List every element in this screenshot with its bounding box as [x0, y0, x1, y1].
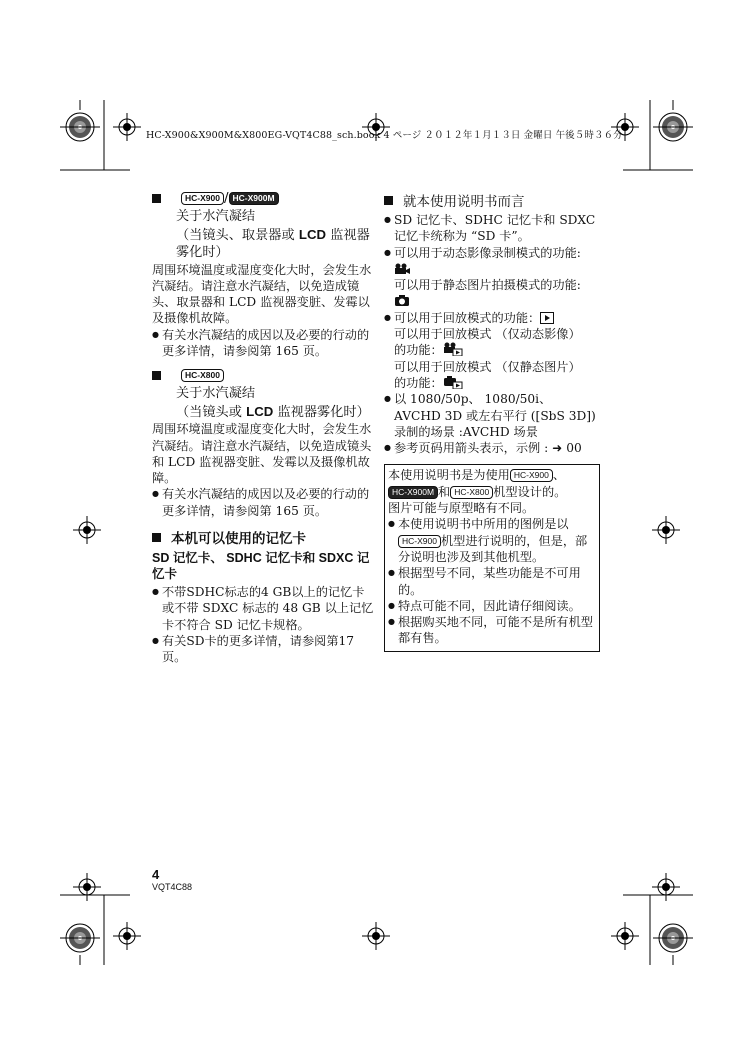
- slash: /: [223, 190, 229, 206]
- list-item: ● 可以用于动态影像录制模式的功能: 可以用于静态图片拍摄模式的功能:: [384, 245, 600, 310]
- condensation-title: 关于水汽凝结: [176, 386, 256, 402]
- section-heading: 就本使用说明书而言: [384, 190, 600, 210]
- page-footer: [152, 868, 192, 893]
- section-square-icon: [384, 196, 393, 205]
- condensation-title: 关于水汽凝结: [176, 209, 256, 224]
- page-number: 4: [152, 867, 160, 882]
- notice-box: [384, 464, 600, 651]
- model-tag: HC-X900: [181, 192, 224, 205]
- section-square-icon: [152, 194, 161, 203]
- section-square-icon: [152, 533, 161, 542]
- right-column: [384, 190, 600, 652]
- list-item: ● 有关SD卡的更多详情，请参阅第17页。: [152, 633, 374, 666]
- model-tag: HC-X800: [181, 369, 224, 382]
- list-item: ● 本使用说明书中所用的图例是以HC-X900 机型进行说明的，但是，部分说明也涉及到其他机型。: [388, 516, 596, 565]
- condensation-subtitle: （当镜头或 LCD 监视器雾化时）: [176, 403, 370, 420]
- condensation-body: 周围环境温度或湿度变化大时，会发生水汽凝结。请注意水汽凝结，以免造成镜头、取景器和 LCD 监视器变脏、发霉以及摄像机故障。: [152, 262, 372, 326]
- list-item: ● 不带SDHC标志的4 GB以上的记忆卡或不带 SDXC 标志的 48 GB 以上记忆卡不符合 SD 记忆卡规格。: [152, 584, 374, 633]
- print-header: HC-X900&X900M&X800EG-VQT4C88_sch.book 4 ページ ２０１２年１月１３日 金曜日 午後５時３６分: [146, 130, 623, 141]
- model-tag: HC-X900: [510, 469, 553, 482]
- list-item: ● 根据型号不同，某些功能是不可用的。: [388, 565, 596, 598]
- list-item: ● 有关水汽凝结的成因以及必要的行动的更多详情，请参阅第 165 页。: [152, 486, 374, 519]
- list-item: ● 根据购买地不同，可能不是所有机型都有售。: [388, 614, 596, 647]
- list-item: ● 参考页码用箭头表示，示例 : ➜ 00: [384, 440, 600, 456]
- model-tag: HC-X900M: [229, 192, 279, 205]
- model-heading-2: [152, 367, 374, 383]
- list-item: ● 以 1080/50p、 1080/50i、 AVCHD 3D 或左右平行 ([SbS 3D]) 录制的场景 :AVCHD 场景: [384, 391, 600, 440]
- model-tag: HC-X800: [450, 486, 493, 499]
- photo-playback-icon: [443, 375, 463, 389]
- movie-playback-icon: [443, 342, 463, 356]
- list-item: ● 有关水汽凝结的成因以及必要的行动的更多详情，请参阅第 165 页。: [152, 327, 374, 360]
- section-square-icon: [152, 371, 161, 380]
- list-item: ● SD 记忆卡、SDHC 记忆卡和 SDXC 记忆卡统称为 “SD 卡”。: [384, 212, 600, 245]
- camera-mode-icon: [394, 294, 410, 307]
- list-item: ● 特点可能不同，因此请仔细阅读。: [388, 598, 596, 614]
- section-heading: 本机可以使用的记忆卡: [152, 527, 374, 547]
- list-item: ● 可以用于回放模式的功能： 可以用于回放模式 （仅动态影像） 的功能： 可以用于回放模式 （仅静态图片） 的功能：: [384, 310, 600, 391]
- model-tag: HC-X900: [398, 535, 441, 548]
- notice-intro: 本使用说明书是为使用 HC-X900 、 HC-X900M 和 HC-X800 机型设计的。: [388, 468, 567, 499]
- movie-mode-icon: [394, 263, 410, 275]
- condensation-body: 周围环境温度或湿度变化大时，会发生水汽凝结。请注意水汽凝结，以免造成镜头和 LCD 监视器变脏、发霉以及摄像机故障。: [152, 422, 372, 486]
- model-heading-1: [152, 190, 374, 206]
- condensation-subtitle: （当镜头、取景器或 LCD 监视器雾化时）: [176, 226, 370, 260]
- left-column: [152, 190, 374, 666]
- card-types-subheading: SD 记忆卡、 SDHC 记忆卡和 SDXC 记忆卡: [152, 551, 370, 582]
- play-icon: [540, 312, 554, 324]
- notice-line: 图片可能与原型略有不同。: [388, 501, 535, 516]
- document-code: VQT4C88: [152, 882, 193, 892]
- model-tag: HC-X900M: [388, 486, 438, 499]
